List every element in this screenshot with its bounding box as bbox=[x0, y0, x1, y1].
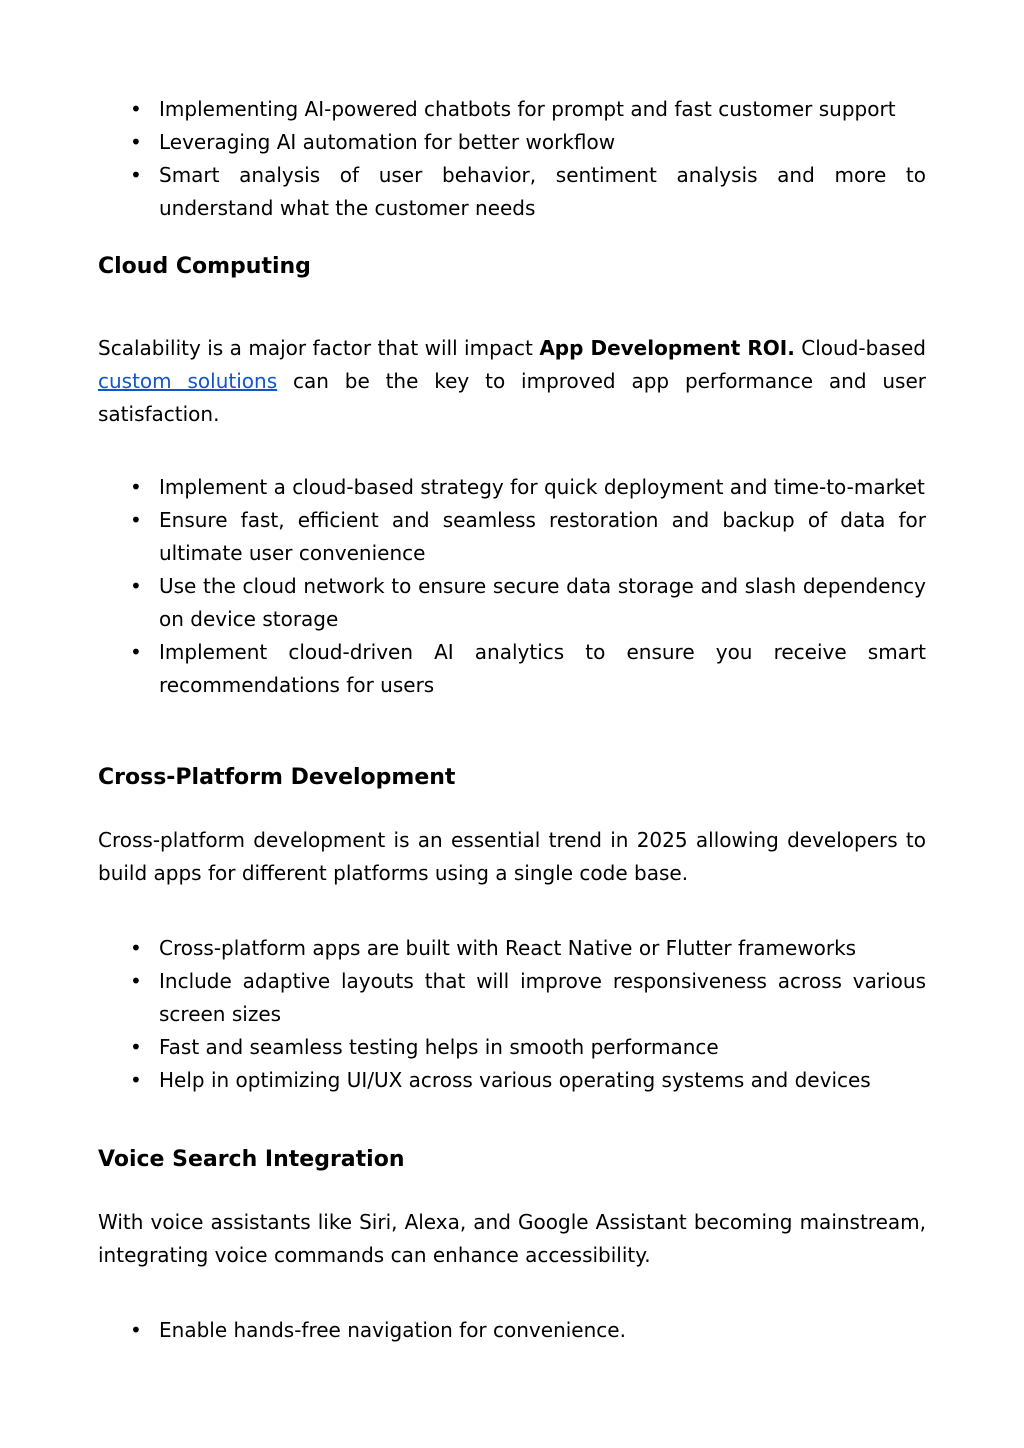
app-development-roi-bold: App Development ROI. bbox=[539, 336, 795, 360]
list-item: • Enable hands-free navigation for convenience. bbox=[130, 1314, 926, 1347]
cloud-paragraph-text: can be the key to improved app performance and user satisfaction. bbox=[98, 369, 926, 426]
cross-platform-paragraph: Cross-platform development is an essential trend in 2025 allowing developers to build apps for different platforms using a single code base. bbox=[98, 828, 926, 885]
list-item: • Cross-platform apps are built with React Native or Flutter frameworks bbox=[130, 932, 926, 965]
cloud-bullet-list bbox=[130, 471, 926, 702]
list-item: • Smart analysis of user behavior, sentiment analysis and more to understand what the customer needs bbox=[130, 159, 926, 225]
list-item: • Implement a cloud-based strategy for quick deployment and time-to-market bbox=[130, 471, 926, 504]
cloud-computing-heading: Cloud Computing bbox=[98, 254, 311, 279]
voice-search-paragraph: With voice assistants like Siri, Alexa, and Google Assistant becoming mainstream, integrating voice commands can enhance accessibility. bbox=[98, 1210, 926, 1267]
cloud-paragraph-text: Cloud-based bbox=[794, 336, 926, 360]
voice-search-heading: Voice Search Integration bbox=[98, 1147, 405, 1172]
cloud-paragraph-text: Scalability is a major factor that will impact bbox=[98, 336, 540, 360]
cross-platform-heading: Cross-Platform Development bbox=[98, 765, 456, 790]
voice-search-bullet-list bbox=[130, 1314, 926, 1347]
list-item: • Implement cloud-driven AI analytics to ensure you receive smart recommendations for users bbox=[130, 636, 926, 702]
ai-bullet-list bbox=[130, 93, 926, 225]
list-item: • Ensure fast, efficient and seamless restoration and backup of data for ultimate user convenience bbox=[130, 504, 926, 570]
list-item: • Implementing AI-powered chatbots for prompt and fast customer support bbox=[130, 93, 926, 126]
custom-solutions-link[interactable]: custom solutions bbox=[98, 369, 278, 393]
cloud-paragraph bbox=[98, 332, 926, 431]
list-item: • Help in optimizing UI/UX across various operating systems and devices bbox=[130, 1064, 926, 1097]
list-item: • Fast and seamless testing helps in smooth performance bbox=[130, 1031, 926, 1064]
list-item: • Include adaptive layouts that will improve responsiveness across various screen sizes bbox=[130, 965, 926, 1031]
list-item: • Leveraging AI automation for better workflow bbox=[130, 126, 926, 159]
cross-platform-bullet-list bbox=[130, 932, 926, 1097]
list-item: • Use the cloud network to ensure secure data storage and slash dependency on device storage bbox=[130, 570, 926, 636]
